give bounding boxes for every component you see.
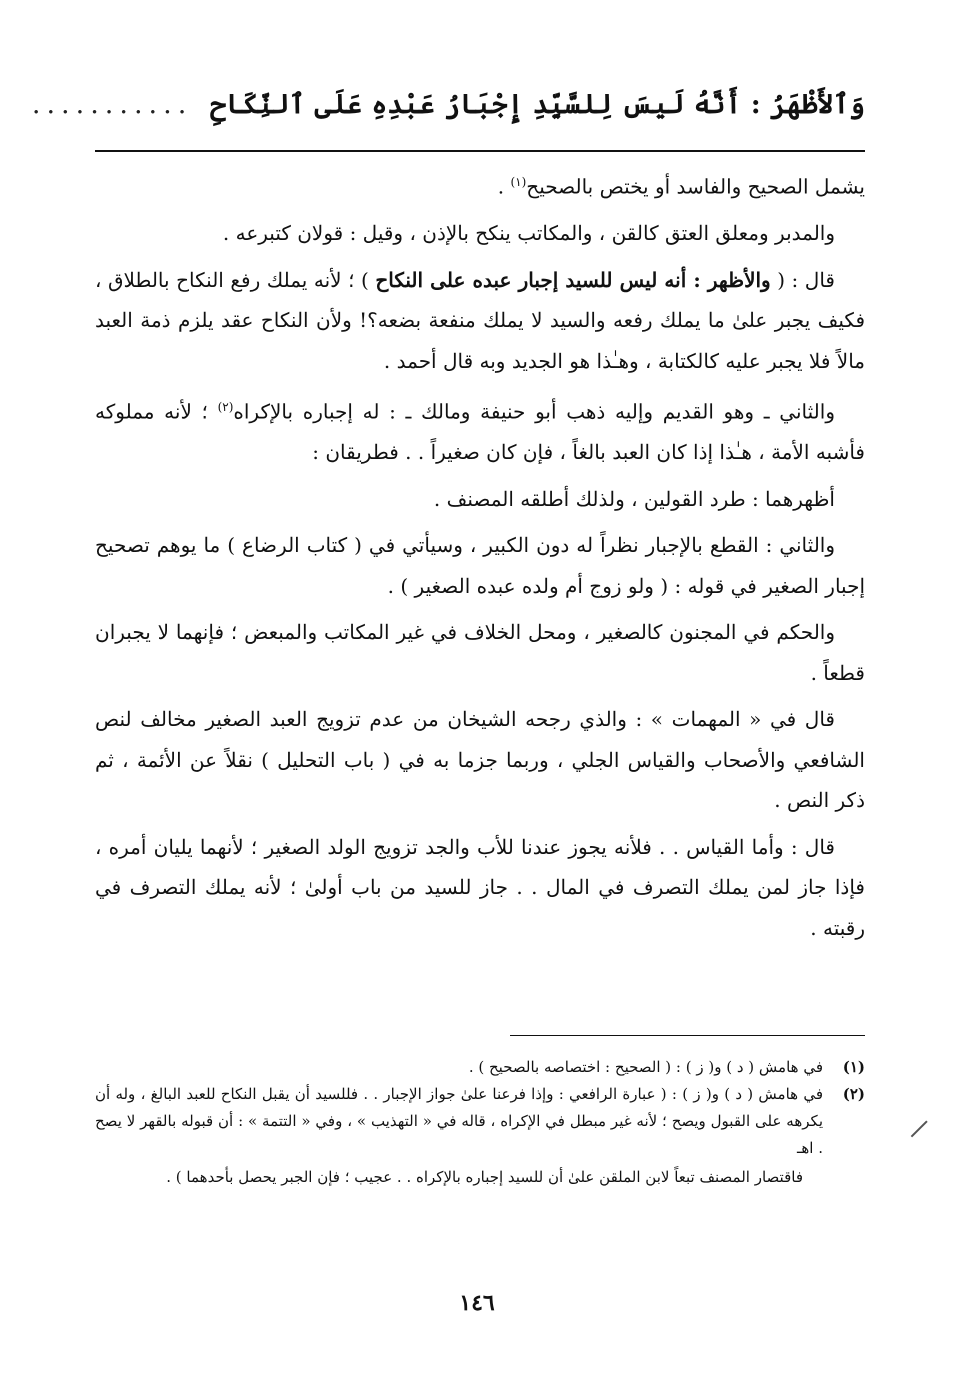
footnote-2-continuation: فاقتصار المصنف تبعاً لابن الملقن علىٰ أن للسيد إجباره بالإكراه . . عجيب ؛ فإن الجبر يحصل بأحدهما ) . [166, 1168, 803, 1186]
paragraph-1: يشمل الصحيح والفاسد أو يختص بالصحيح$^{(١)}$ . [497, 174, 865, 199]
header-dots: ........... [31, 88, 193, 120]
paragraph-4: والثاني ـ وهو القديم وإليه ذهب أبو حنيفة ومالك ـ : له إجباره بالإكراه$^{(٢)}$ ؛ لأنه مملوكه فأشبه الأمة ، هـٰذا إذا كان العبد بالغاً ، فإن كان صغيراً . . فطريقان : [95, 399, 865, 465]
footnote-number: (١) [842, 1058, 865, 1076]
footnote-1 [95, 1054, 865, 1081]
paragraph-3: قال : ( والأظهر : أنه ليس للسيد إجبار عبده على النكاح ) ؛ لأنه يملك رفع النكاح بالطلاق ، فكيف يجبر علىٰ ما يملك رفعه والسيد لا يملك منفعة بضعه؟! ولأن النكاح عقد يلزم ذمة العبد مالاً فلا يجبر عليه كالكتابة ، وهـٰذا هو الجديد وبه قال أحمد . [95, 267, 865, 373]
header-title: وَٱلأَظْهَرُ : أَنَّهُ لَيسَ لِلسَّيِّدِ إِجْبَارُ عَبْدِهِ عَلَى ٱلنِّكَاحِ [210, 88, 865, 120]
footnote-2 [95, 1081, 865, 1162]
page-number: ١٤٦ [459, 1290, 495, 1316]
paragraph-9: قال : وأما القياس . . فلأنه يجوز عندنا للأب والجد تزويج الولد الصغير ؛ لأنهما يليان أمره ، فإذا جاز لمن يملك التصرف في المال . . جاز للسيد من باب أولىٰ ؛ لأنه يملك التصرف في رقبته . [95, 834, 865, 940]
footnote-ref-2[interactable]: (٢) [217, 400, 234, 415]
margin-pencil-mark [911, 1120, 928, 1137]
footnote-text: في هامش ( د ) و( ز ) : ( عبارة الرافعي : وإذا فرعنا علىٰ جواز الإجبار . . فللسيد أن يقبل النكاح للعبد البالغ ، وله أن يكرهه على القبول ويصح ؛ لأنه غير مبطل في الإكراه ، قاله في « التهذيب » ، وفي « التتمة » : أن قبوله بالقهر لا يصح . اهـ [95, 1085, 823, 1157]
header-divider [95, 150, 865, 152]
footnote-text: في هامش ( د ) و( ز ) : ( الصحيح : اختصاصه بالصحيح ) . [468, 1058, 823, 1076]
matn-quote: والأظهر : أنه ليس للسيد إجبار عبده على النكاح [375, 267, 771, 292]
main-text [95, 162, 865, 954]
footnote-number: (٢) [842, 1085, 865, 1103]
footnote-ref-1[interactable]: (١) [510, 175, 527, 189]
running-header [31, 74, 865, 134]
footnote-divider [510, 1035, 865, 1036]
paragraph-2: والمدبر ومعلق العتق كالقن ، والمكاتب ينكح بالإذن ، وقيل : قولان كتبرعه . [222, 221, 835, 246]
paragraph-5: أظهرهما : طرد القولين ، ولذلك أطلقه المصنف . [433, 486, 835, 511]
footnotes [95, 1054, 865, 1191]
paragraph-7: والحكم في المجنون كالصغير ، ومحل الخلاف في غير المكاتب والمبعض ؛ فإنهما لا يجبران قطعاً . [95, 620, 865, 685]
paragraph-8: قال في « المهمات » : والذي رجحه الشيخان من عدم تزويج العبد الصغير مخالف لنص الشافعي والأصحاب والقياس الجلي ، وربما جزما به في ( باب التحليل ) نقلاً عن الأئمة ، ثم ذكر النص . [95, 707, 865, 813]
paragraph-6: والثاني : القطع بالإجبار نظراً له دون الكبير ، وسيأتي في ( كتاب الرضاع ) ما يوهم تصحيح إجبار الصغير في قوله : ( ولو زوج أم ولده عبده الصغير ) . [95, 533, 865, 598]
